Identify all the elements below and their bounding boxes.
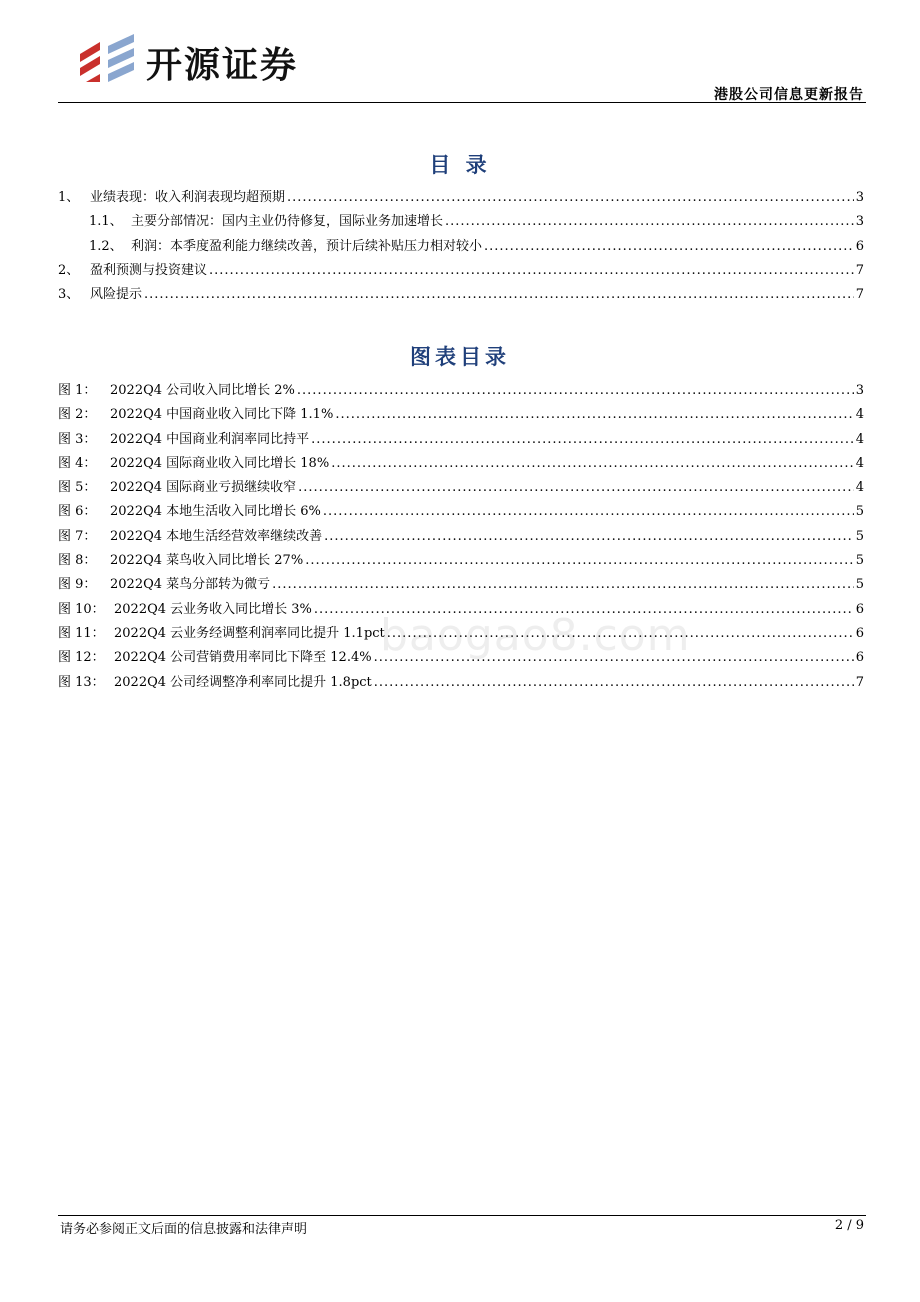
figure-number: 图 8： — [58, 553, 97, 569]
toc-item[interactable] — [58, 210, 864, 234]
figure-number: 图 1： — [58, 383, 97, 398]
toc-item-page: 3 — [855, 190, 864, 205]
table-of-contents — [58, 186, 864, 307]
figure-list-item[interactable] — [58, 500, 864, 524]
figure-list-item[interactable] — [58, 428, 864, 452]
figure-page: 5 — [855, 553, 864, 569]
figure-number: 图 5： — [58, 480, 97, 496]
page-number: 2 / 9 — [834, 1218, 864, 1233]
company-logo — [78, 32, 358, 88]
figure-title: 2022Q4 国际商业亏损继续收窄 — [110, 480, 297, 496]
figure-title: 2022Q4 菜鸟收入同比增长 27% — [110, 553, 304, 569]
leader-dots — [484, 235, 854, 259]
figure-page: 4 — [855, 407, 864, 423]
header-divider — [58, 102, 866, 103]
leader-dots — [324, 525, 854, 549]
figure-list-item[interactable] — [58, 671, 864, 695]
leader-dots — [298, 476, 854, 500]
leader-dots — [323, 500, 854, 524]
footer-divider — [58, 1215, 866, 1216]
toc-item-number: 1、 — [58, 190, 80, 205]
toc-item-number: 1.2、 — [89, 238, 123, 254]
company-name: 开源证券 — [146, 45, 299, 86]
figure-title: 2022Q4 本地生活收入同比增长 6% — [110, 504, 321, 520]
toc-item-page: 7 — [855, 287, 864, 303]
figure-number: 图 4： — [58, 455, 97, 471]
figure-list-item[interactable] — [58, 379, 864, 403]
figure-list-item[interactable] — [58, 476, 864, 500]
page-header — [58, 28, 866, 104]
figure-title: 2022Q4 国际商业收入同比增长 18% — [110, 455, 330, 471]
figure-list-item[interactable] — [58, 549, 864, 573]
figure-title: 2022Q4 本地生活经营效率继续改善 — [110, 528, 323, 544]
figure-page: 3 — [855, 383, 864, 398]
toc-item[interactable] — [58, 235, 864, 259]
figure-number: 图 7： — [58, 528, 97, 544]
toc-item-title: 风险提示 — [90, 287, 143, 303]
toc-item-number: 3、 — [58, 287, 80, 303]
toc-item[interactable] — [58, 186, 864, 210]
figure-list-heading: 图表目录 — [410, 344, 510, 369]
figure-number: 图 3： — [58, 431, 97, 447]
figure-list-item[interactable] — [58, 525, 864, 549]
toc-item-title: 盈利预测与投资建议 — [90, 262, 208, 278]
figure-page: 6 — [855, 625, 864, 641]
figure-title: 2022Q4 云业务收入同比增长 3% — [114, 601, 312, 617]
figure-page: 5 — [855, 504, 864, 520]
figure-page: 4 — [855, 455, 864, 471]
figure-list-item[interactable] — [58, 403, 864, 427]
leader-dots — [331, 452, 854, 476]
leader-dots — [209, 259, 854, 283]
leader-dots — [335, 403, 853, 427]
figure-title: 2022Q4 公司营销费用率同比下降至 12.4% — [114, 650, 372, 666]
figure-title: 2022Q4 中国商业利润率同比持平 — [110, 431, 310, 447]
figure-number: 图 10： — [58, 601, 105, 617]
footer-disclaimer: 请务必参阅正文后面的信息披露和法律声明 — [60, 1222, 308, 1237]
figure-page: 4 — [855, 431, 864, 447]
figure-page: 6 — [855, 601, 864, 617]
toc-item[interactable] — [58, 283, 864, 307]
toc-item-title: 利润：本季度盈利能力继续改善，预计后续补贴压力相对较小 — [131, 238, 483, 254]
figure-number: 图 11： — [58, 625, 105, 641]
figure-list-item[interactable] — [58, 573, 864, 597]
figure-title: 2022Q4 中国商业收入同比下降 1.1% — [110, 407, 334, 423]
figure-title: 2022Q4 云业务经调整利润率同比提升 1.1pct — [114, 625, 385, 641]
toc-item-title: 主要分部情况：国内主业仍待修复，国际业务加速增长 — [131, 214, 444, 230]
toc-item-page: 3 — [855, 214, 864, 230]
leader-dots — [374, 671, 854, 695]
figure-title: 2022Q4 公司收入同比增长 2% — [110, 383, 295, 398]
leader-dots — [311, 428, 854, 452]
toc-item[interactable] — [58, 259, 864, 283]
toc-item-number: 2、 — [58, 262, 80, 278]
figure-number: 图 9： — [58, 577, 97, 593]
figure-list-item[interactable] — [58, 452, 864, 476]
figure-page: 5 — [855, 528, 864, 544]
toc-item-page: 6 — [855, 238, 864, 254]
leader-dots — [272, 573, 854, 597]
watermark: baogao8.com — [380, 610, 691, 661]
figure-page: 7 — [855, 674, 864, 690]
figure-number: 图 13： — [58, 674, 105, 690]
report-type-label: 港股公司信息更新报告 — [714, 87, 864, 103]
toc-item-number: 1.1、 — [89, 214, 123, 230]
figure-page: 6 — [855, 650, 864, 666]
figure-page: 4 — [855, 480, 864, 496]
leader-dots — [287, 186, 854, 210]
figure-title: 2022Q4 公司经调整净利率同比提升 1.8pct — [114, 674, 372, 690]
figure-number: 图 12： — [58, 650, 105, 666]
toc-item-title: 业绩表现：收入利润表现均超预期 — [90, 190, 286, 205]
leader-dots — [297, 379, 854, 403]
figure-number: 图 2： — [58, 407, 97, 423]
figure-page: 5 — [855, 577, 864, 593]
figure-number: 图 6： — [58, 504, 97, 520]
leader-dots — [445, 210, 854, 234]
figure-title: 2022Q4 菜鸟分部转为微亏 — [110, 577, 271, 593]
leader-dots — [144, 283, 854, 307]
leader-dots — [305, 549, 854, 573]
logo-mark-icon — [78, 32, 138, 88]
toc-heading: 目 录 — [429, 152, 491, 177]
toc-item-page: 7 — [855, 262, 864, 278]
